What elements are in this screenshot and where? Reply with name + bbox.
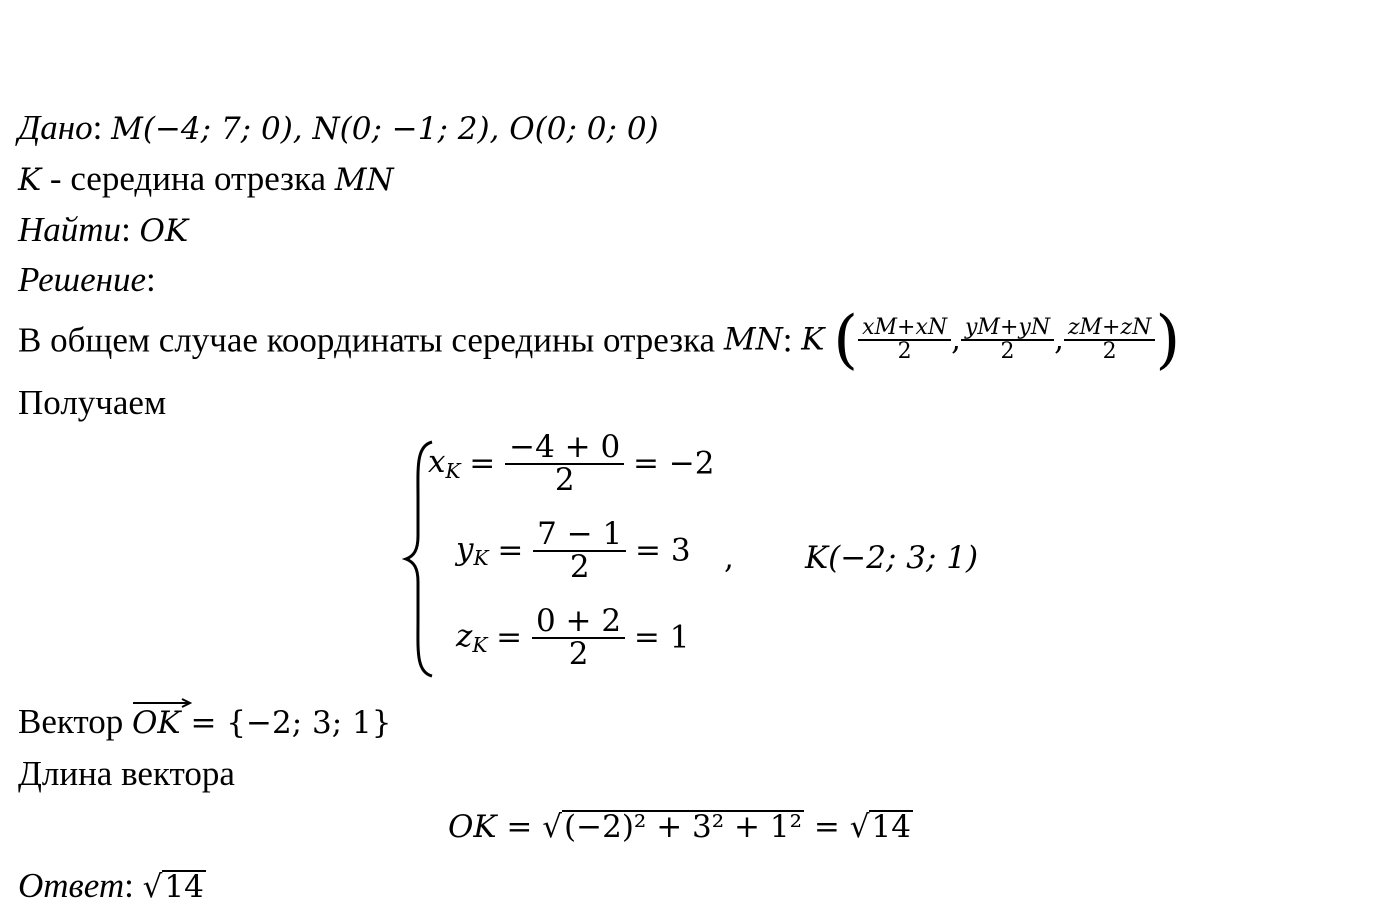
radical-icon: √ [849,809,870,845]
solution-line [18,262,156,297]
obtain-line [18,385,166,420]
given-label: Дано [18,108,93,147]
length-result: 14 [871,809,911,845]
vector-line [18,704,391,739]
separator-comma: , [951,321,961,358]
system-row-y [456,516,691,585]
midpoint-segment: MN [334,162,394,198]
length-formula [448,808,913,843]
x-midpoint-denominator: 2 [897,339,912,364]
find-target: OK [139,213,189,249]
length-label-line [18,756,235,791]
vector-label: Вектор [18,702,133,741]
y-k-lhs: $y_K$ [456,530,489,570]
general-segment: MN [723,321,783,358]
answer-value: 14 [164,869,204,905]
length-radicand: (−2)² + 3² + 1² [564,809,803,845]
given-line [18,110,659,145]
answer-line [18,868,206,903]
x-k-fraction [505,429,624,498]
system-row-x [428,429,715,498]
general-text: В общем случае координаты середины отрезка [18,320,724,360]
find-colon: : [121,210,131,249]
equals-sign: = [496,619,532,656]
y-k-fraction [533,516,626,585]
y-midpoint-numerator: yM+yN [965,315,1051,340]
z-k-denominator: 2 [568,636,589,672]
z-k-numerator: 0 + 2 [535,603,622,639]
y-midpoint-denominator: 2 [1000,339,1015,364]
equals-sign: = [469,445,506,482]
z-midpoint-denominator: 2 [1102,339,1117,364]
length-eq: = [804,809,850,845]
z-k-fraction [532,603,625,672]
x-k-numerator: −4 + 0 [509,429,621,465]
right-paren: ) [1155,303,1181,377]
separator-comma: , [1054,321,1064,358]
sqrt-result [850,810,913,843]
equals-sign: = [497,532,534,569]
given-points: M(−4; 7; 0), N(0; −1; 2), O(0; 0; 0) [111,111,659,147]
x-midpoint-numerator: xM+xN [862,315,948,340]
y-k-numerator: 7 − 1 [537,516,623,552]
y-midpoint-fraction [961,317,1054,363]
x-k-result: = −2 [632,445,715,482]
system-row-z [456,603,690,672]
y-k-result: = 3 [635,532,691,569]
answer-sqrt [143,870,206,903]
length-label: Длина вектора [18,754,235,793]
general-formula-line [18,303,1181,377]
z-k-lhs: $z_K$ [456,617,488,657]
midpoint-result: K(−2; 3; 1) [805,540,979,576]
find-label: Найти [18,210,122,249]
left-paren: ( [833,303,859,377]
vector-name: OK [132,708,181,739]
midpoint-line [18,161,394,196]
vector-arrow-icon [132,698,192,708]
general-point: K [801,321,825,358]
solution-colon: : [146,260,156,299]
sqrt-expression [542,810,804,843]
find-line [18,212,188,247]
solution-label: Решение [18,260,147,299]
obtain-text: Получаем [18,383,167,422]
radical-icon: √ [142,869,163,905]
vector-value: = {−2; 3; 1} [180,705,392,741]
length-lhs: OK = [448,809,543,845]
general-colon: : [782,320,793,360]
x-midpoint-fraction [858,317,951,363]
given-colon: : [92,108,103,147]
answer-label: Ответ [18,866,125,905]
z-midpoint-numerator: zM+zN [1067,315,1152,340]
y-k-denominator: 2 [569,549,590,585]
radical-icon: √ [542,809,563,845]
z-k-result: = 1 [633,619,690,656]
answer-colon: : [124,866,134,905]
midpoint-text: - середина отрезка [41,159,335,198]
z-midpoint-fraction [1064,317,1155,363]
x-k-lhs: $x_K$ [428,443,461,483]
x-k-denominator: 2 [554,462,575,498]
midpoint-var: K [18,162,42,198]
system-comma: , [724,540,734,576]
